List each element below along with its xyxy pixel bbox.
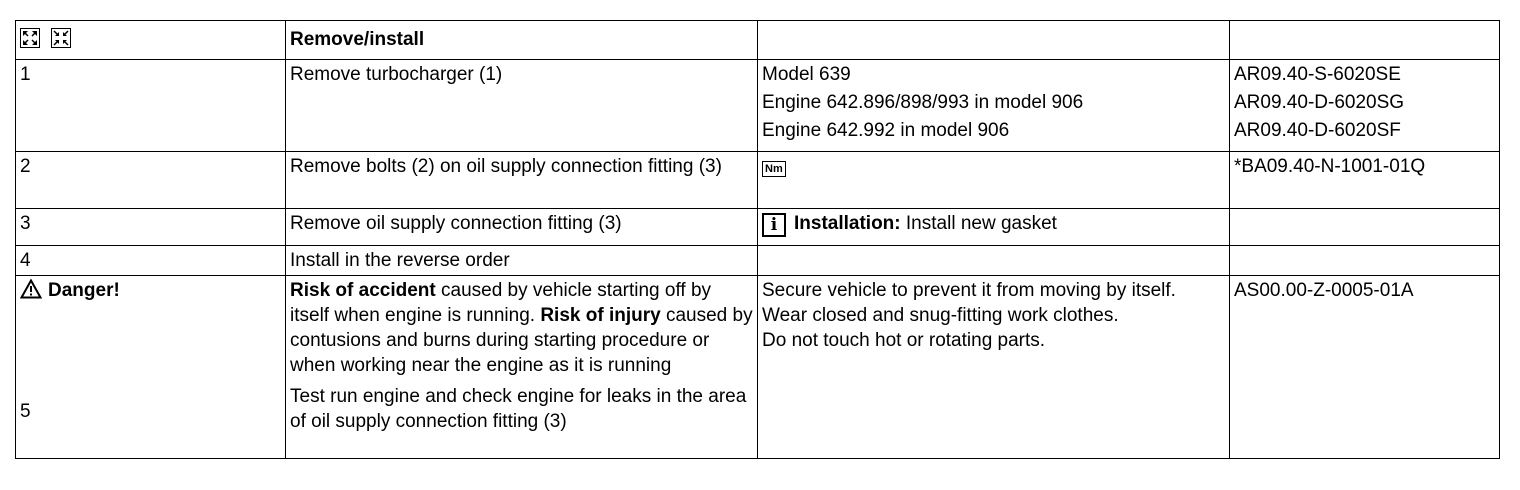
- step-action: Install in the reverse order: [286, 246, 758, 276]
- collapse-icon[interactable]: [51, 28, 71, 48]
- step-refs-empty: [1230, 209, 1500, 246]
- step-number: 2: [16, 152, 286, 209]
- header-empty-cell-2: [1230, 21, 1500, 60]
- step-action: Remove turbocharger (1): [286, 60, 758, 152]
- info-icon[interactable]: i: [762, 213, 786, 237]
- step-refs-empty: [1230, 246, 1500, 276]
- danger-label: Danger!: [48, 280, 120, 301]
- risk-injury-text: caused by contusions and burns during starting procedure or when working near the engine as it is running: [290, 305, 753, 376]
- step-notes: [758, 209, 1230, 246]
- step-notes: [758, 60, 1230, 152]
- torque-icon[interactable]: Nm: [762, 161, 786, 177]
- note-line: Model 639: [762, 64, 851, 85]
- header-icons-cell: [16, 21, 286, 60]
- table-row: [16, 152, 1500, 209]
- danger-cell: [16, 276, 286, 459]
- step-number: 3: [16, 209, 286, 246]
- danger-measures: Secure vehicle to prevent it from moving by itself. Wear closed and snug-fitting work clothes. Do not touch hot or rotating parts.: [762, 280, 1176, 351]
- note-text: Install new gasket: [905, 213, 1057, 234]
- ref-link[interactable]: AR09.40-D-6020SF: [1234, 120, 1401, 141]
- step-action: Remove oil supply connection fitting (3): [286, 209, 758, 246]
- step-action: Remove bolts (2) on oil supply connection fitting (3): [286, 152, 758, 209]
- step-number: 4: [16, 246, 286, 276]
- ref-link[interactable]: AS00.00-Z-0005-01A: [1234, 280, 1414, 301]
- risk-text: [290, 278, 753, 378]
- step-notes-empty: [758, 246, 1230, 276]
- step-number: 5: [20, 401, 31, 422]
- note-line: Engine 642.896/898/993 in model 906: [762, 92, 1084, 113]
- risk-accident-text: caused by vehicle starting off by itself when engine is running.: [290, 280, 712, 326]
- header-row: [16, 21, 1500, 60]
- step-notes: [758, 152, 1230, 209]
- table-row: [16, 246, 1500, 276]
- ref-link[interactable]: *BA09.40-N-1001-01Q: [1234, 156, 1426, 177]
- procedure-table: [15, 20, 1500, 459]
- ref-link[interactable]: AR09.40-S-6020SE: [1234, 64, 1401, 85]
- header-title-cell: [286, 21, 758, 60]
- expand-icon[interactable]: [20, 28, 40, 48]
- note-line: Engine 642.992 in model 906: [762, 120, 1010, 141]
- table-row: [16, 209, 1500, 246]
- step-refs: [1230, 152, 1500, 209]
- header-empty-cell: [758, 21, 1230, 60]
- risk-injury-label: Risk of injury: [540, 305, 661, 326]
- section-title: Remove/install: [290, 29, 425, 50]
- step-action: Test run engine and check engine for leaks in the area of oil supply connection fitting (3): [290, 386, 747, 432]
- danger-risk-cell: [286, 276, 758, 459]
- danger-heading: [20, 278, 281, 306]
- danger-measures-cell: [758, 276, 1230, 459]
- step-refs: [1230, 60, 1500, 152]
- warning-icon: [20, 279, 42, 306]
- danger-row: [16, 276, 1500, 459]
- step-number: 1: [16, 60, 286, 152]
- risk-accident-label: Risk of accident: [290, 280, 436, 301]
- danger-ref-cell: [1230, 276, 1500, 459]
- note-label: Installation:: [794, 213, 901, 234]
- table-row: [16, 60, 1500, 152]
- ref-link[interactable]: AR09.40-D-6020SG: [1234, 92, 1405, 113]
